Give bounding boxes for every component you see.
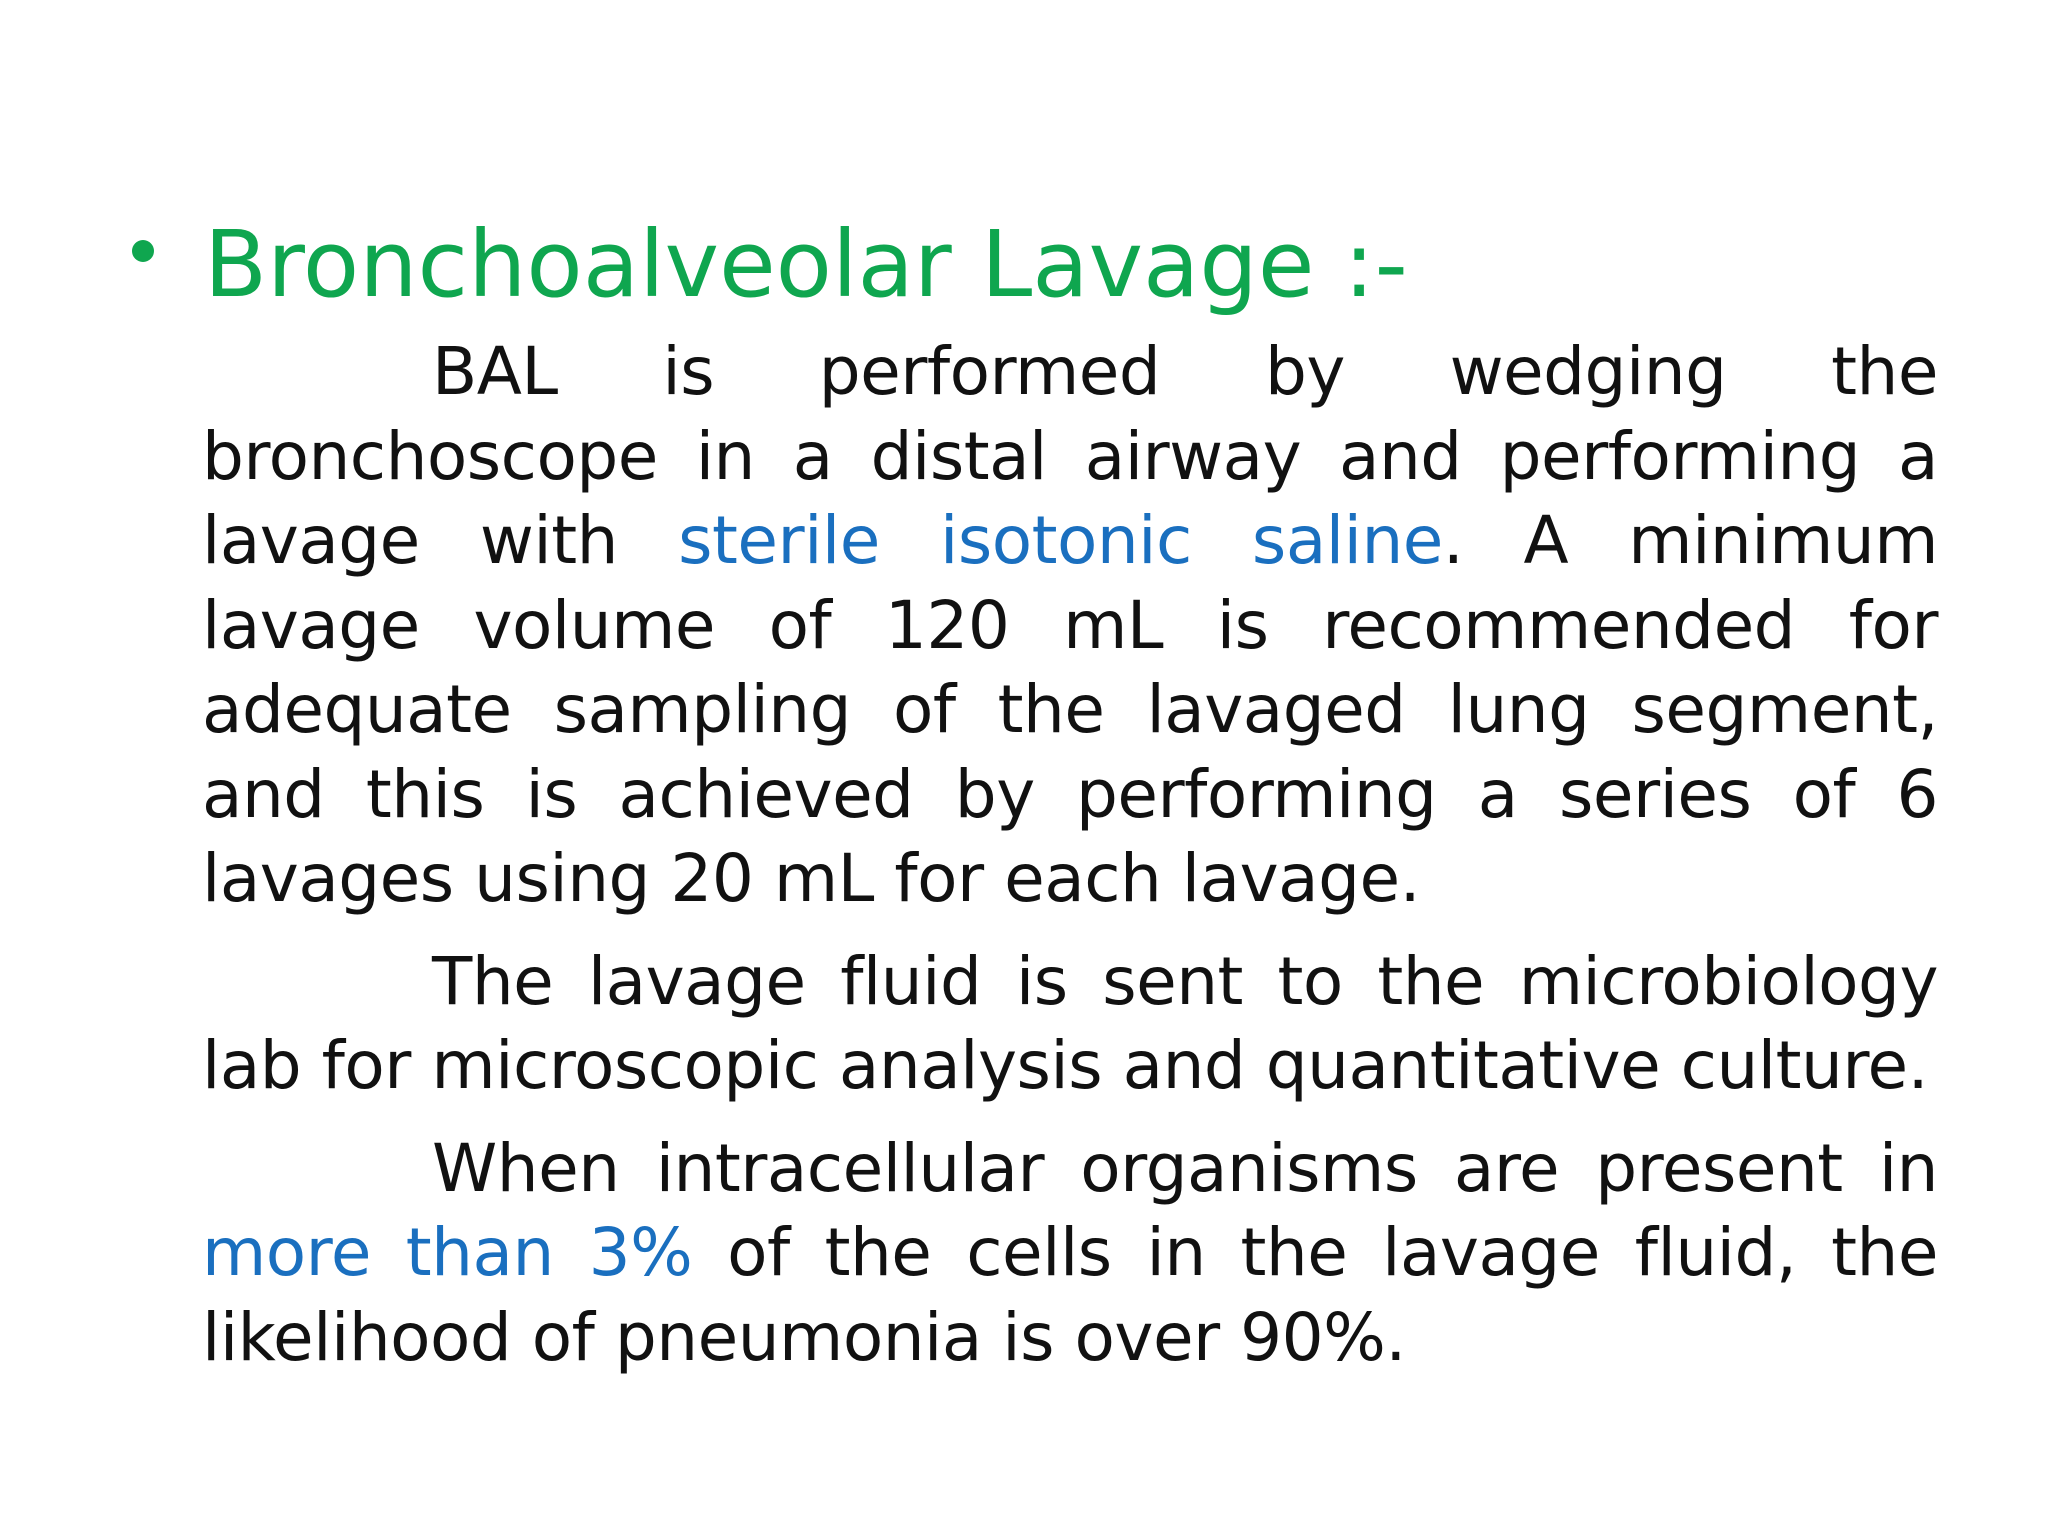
slide-body (202, 330, 1938, 1380)
paragraph-intracellular-organisms (202, 1127, 1938, 1381)
paragraph-text: BAL is performed by wedging the bronchoscope in a distal airway and performing a lavage with (202, 333, 1938, 579)
paragraph-text: When intracellular organisms are present in (432, 1129, 1938, 1207)
paragraph-text: of the cells in the lavage fluid, the likelihood of pneumonia is over 90%. (202, 1214, 1938, 1376)
paragraph-bal-procedure (202, 330, 1938, 922)
heading-text: Bronchoalveolar Lavage :- (204, 211, 1408, 318)
highlight-more-than-3-percent: more than 3% (202, 1214, 693, 1291)
paragraph-text: The lavage fluid is sent to the microbiology lab for microscopic analysis and quantitative culture. (202, 942, 1938, 1104)
paragraph-lavage-fluid (202, 940, 1938, 1109)
highlight-sterile-saline: sterile isotonic saline (678, 502, 1443, 579)
bullet-icon (132, 240, 154, 262)
paragraph-text: . A minimum lavage volume of 120 mL is recommended for adequate sampling of the lavaged lung segment, and this is achieved by performing a series of 6 lavages using 20 mL for each lavage. (202, 502, 1938, 917)
slide-heading (122, 200, 1922, 330)
